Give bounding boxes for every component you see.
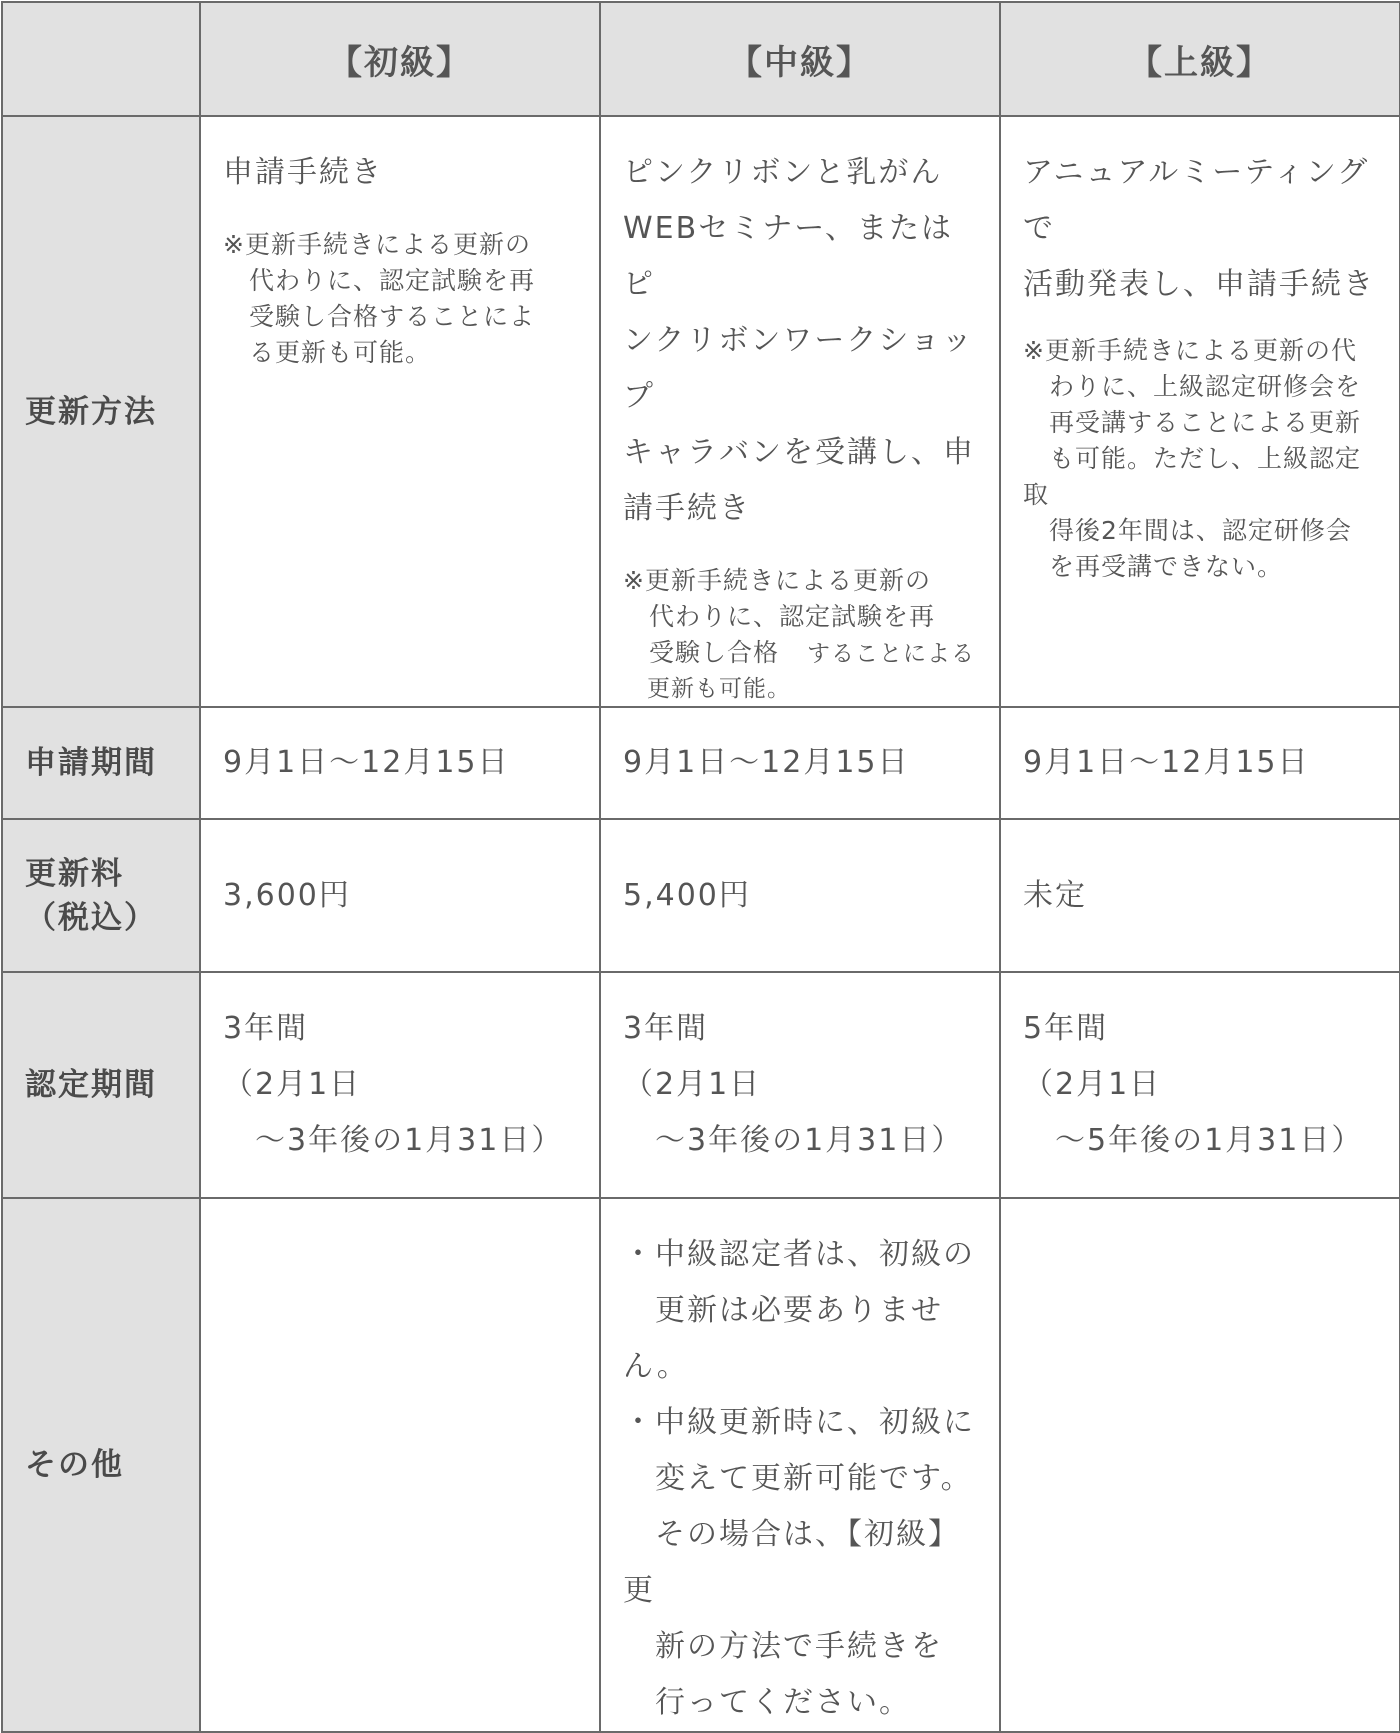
cell-fee-jokyu: 未定 bbox=[1000, 819, 1400, 972]
cell-period-jokyu: 9月1日～12月15日 bbox=[1000, 707, 1400, 819]
method-shokyu-note: ※更新手続きによる更新の 代わりに、認定試験を再 受験し合格することによ る更新も可能。 bbox=[223, 230, 536, 367]
cell-method-jokyu bbox=[1000, 116, 1400, 707]
cell-method-chukyu bbox=[600, 116, 1000, 707]
method-shokyu-text: 申請手続き bbox=[223, 155, 383, 190]
row-header-renewal-fee-text: 更新料 （税込） bbox=[25, 855, 157, 936]
row-renewal-fee bbox=[2, 819, 1400, 972]
cell-certification-shokyu bbox=[200, 972, 600, 1198]
method-chukyu-note-part2: することによる bbox=[807, 641, 976, 667]
row-other bbox=[2, 1198, 1400, 1732]
cell-method-shokyu bbox=[200, 116, 600, 707]
row-header-renewal-fee bbox=[2, 819, 200, 972]
row-header-certification-period: 認定期間 bbox=[2, 972, 200, 1198]
other-chukyu-bullet-1: ・中級認定者は、初級の 更新は必要ありません。 bbox=[623, 1237, 975, 1384]
cell-fee-chukyu: 5,400円 bbox=[600, 819, 1000, 972]
row-header-other: その他 bbox=[2, 1198, 200, 1732]
row-renewal-method bbox=[2, 116, 1400, 707]
method-jokyu-note: ※更新手続きによる更新の代 わりに、上級認定研修会を 再受講することによる更新 も可能。ただし、上級認定取 得後2年間は、認定研修会 を再受講できない。 bbox=[1023, 336, 1362, 581]
other-chukyu-bullet-2: ・中級更新時に、初級に 変えて更新可能です。 その場合は、【初級】更 新の方法で手続きを 行ってください。 bbox=[623, 1405, 975, 1720]
certification-chukyu-text: 3年間 （2月1日 ～3年後の1月31日） bbox=[623, 1011, 964, 1158]
cell-other-chukyu bbox=[600, 1198, 1000, 1732]
row-application-period bbox=[2, 707, 1400, 819]
renewal-table bbox=[1, 1, 1400, 1733]
method-chukyu-note-part1: ※更新手続きによる更新の 代わりに、認定試験を再 受験し合格 bbox=[623, 566, 936, 667]
header-row bbox=[2, 2, 1400, 116]
method-jokyu-text: アニュアルミーティングで 活動発表し、申請手続き bbox=[1023, 155, 1375, 302]
method-chukyu-note bbox=[623, 563, 979, 672]
column-header-jokyu: 【上級】 bbox=[1000, 2, 1400, 116]
row-header-application-period: 申請期間 bbox=[2, 707, 200, 819]
cell-other-jokyu bbox=[1000, 1198, 1400, 1732]
column-header-chukyu: 【中級】 bbox=[600, 2, 1000, 116]
certification-shokyu-text: 3年間 （2月1日 ～3年後の1月31日） bbox=[223, 1011, 564, 1158]
certification-jokyu-text: 5年間 （2月1日 ～5年後の1月31日） bbox=[1023, 1011, 1364, 1158]
cell-certification-jokyu bbox=[1000, 972, 1400, 1198]
row-certification-period bbox=[2, 972, 1400, 1198]
corner-cell bbox=[2, 2, 200, 116]
column-header-shokyu: 【初級】 bbox=[200, 2, 600, 116]
method-chukyu-note-tail: 更新も可能。 bbox=[623, 676, 791, 702]
cell-other-shokyu bbox=[200, 1198, 600, 1732]
cell-period-chukyu: 9月1日～12月15日 bbox=[600, 707, 1000, 819]
method-chukyu-text: ピンクリボンと乳がん WEBセミナー、またはピ ンクリボンワークショップ キャラバンを受講し、申 請手続き bbox=[623, 155, 975, 526]
cell-fee-shokyu: 3,600円 bbox=[200, 819, 600, 972]
row-header-renewal-method: 更新方法 bbox=[2, 116, 200, 707]
cell-certification-chukyu bbox=[600, 972, 1000, 1198]
cell-period-shokyu: 9月1日～12月15日 bbox=[200, 707, 600, 819]
